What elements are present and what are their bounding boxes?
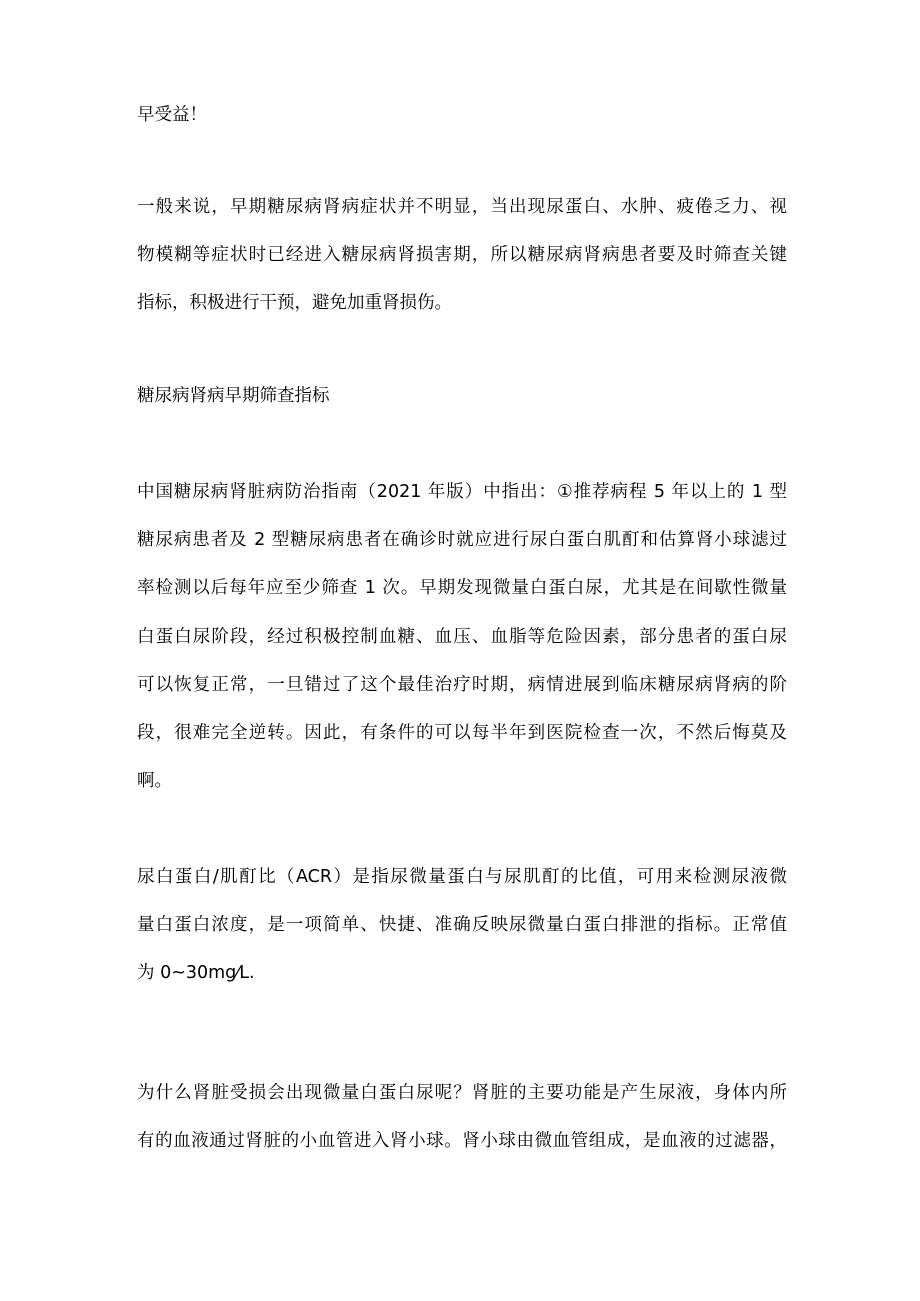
paragraph-3-line-4: 可以恢复正常，一旦错过了这个最佳治疗时期，病情进展到临床糖尿病肾病的阶 xyxy=(137,675,787,695)
paragraph-3-line-2: 率检测以后每年应至少筛查 1 次。早期发现微量白蛋白尿，尤其是在间歇性微量 xyxy=(137,578,787,598)
paragraph-1-line-0: 一般来说，早期糖尿病肾病症状并不明显，当出现尿蛋白、水肿、疲倦乏力、视 xyxy=(137,197,787,217)
section-heading: 糖尿病肾病早期筛查指标 xyxy=(137,386,330,406)
paragraph-5-line-0: 为什么肾脏受损会出现微量白蛋白尿呢？肾脏的主要功能是产生尿液，身体内所 xyxy=(137,1083,787,1103)
paragraph-1-line-1: 物模糊等症状时已经进入糖尿病肾损害期，所以糖尿病肾病患者要及时筛查关键 xyxy=(137,245,787,265)
paragraph-4-line-2: 为 0~30mg⁄L. xyxy=(137,963,255,983)
paragraph-3-line-6: 啊。 xyxy=(137,771,172,791)
paragraph-3-line-5: 段，很难完全逆转。因此，有条件的可以每半年到医院检查一次，不然后悔莫及 xyxy=(137,723,787,743)
paragraph-5-line-1: 有的血液通过肾脏的小血管进入肾小球。肾小球由微血管组成，是血液的过滤器， xyxy=(137,1131,787,1151)
paragraph-3-line-0: 中国糖尿病肾脏病防治指南（2021 年版）中指出：①推荐病程 5 年以上的 1 型 xyxy=(137,482,787,502)
paragraph-4-line-1: 量白蛋白浓度，是一项简单、快捷、准确反映尿微量白蛋白排泄的指标。正常值 xyxy=(137,915,787,935)
paragraph-0-line-0: 早受益！ xyxy=(137,105,207,125)
paragraph-1-line-2: 指标，积极进行干预，避免加重肾损伤。 xyxy=(137,293,452,313)
paragraph-3-line-3: 白蛋白尿阶段，经过积极控制血糖、血压、血脂等危险因素，部分患者的蛋白尿 xyxy=(137,627,787,647)
paragraph-4-line-0: 尿白蛋白/肌酊比（ACR）是指尿微量蛋白与尿肌酊的比值，可用来检测尿液微 xyxy=(137,867,787,887)
paragraph-3-line-1: 糖尿病患者及 2 型糖尿病患者在确诊时就应进行尿白蛋白肌酊和估算肾小球滤过 xyxy=(137,530,787,550)
